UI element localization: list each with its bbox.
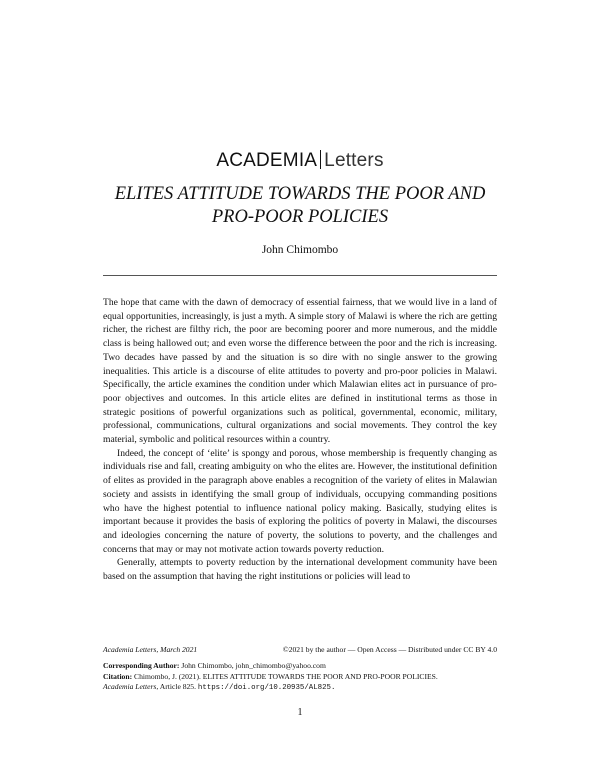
brand-logo: ACADEMIA <box>216 150 318 171</box>
title-divider <box>103 275 497 276</box>
article-body <box>103 296 497 584</box>
citation-line-2 <box>103 682 497 693</box>
brand-divider <box>320 150 321 169</box>
corresponding-author-line <box>103 661 497 671</box>
article-title <box>60 183 540 229</box>
citation-doi-link[interactable]: https://doi.org/10.20935/AL825. <box>197 684 336 693</box>
corresponding-author-value: John Chimombo, john_chimombo@yahoo.com <box>181 661 326 671</box>
article-author: John Chimombo <box>261 244 339 256</box>
body-paragraph: Indeed, the concept of ‘elite’ is spongy and porous, whose membership is frequently changing as individuals rise and fall, creating ambiguity on who the elites are. However, the institutional definition of elites as provided in the paragraph above enables a recognition of the variety of elites in Malawian society and assists in identifying the small group of individuals, occupying commanding positions who have the highest potential to influence national policy making. Basically, studying elites is important because it provides the basis of exploring the politics of poverty in Malawi, the discourses and ideologies concerning the nature of poverty, the solutions to poverty, and the challenges and concerns that may or may not motivate action towards poverty reduction. <box>103 447 497 555</box>
body-paragraph: Generally, attempts to poverty reduction by the international development community have been based on the assumption that having the right institutions or policies will lead to <box>103 557 497 583</box>
body-paragraph: The hope that came with the dawn of democracy of essential fairness, that we would live in a land of equal opportunities, increasingly, is just a myth. A simple story of Malawi is where the rich are getting richer, the richest are filthy rich, the poor are becoming poorer and more numerous, and the middle class is being hallowed out; and even worse the difference between the poor and the rich is increasing. Two decades have passed by and the situation is so dire with no single answer to the growing inequalities. This article is a discourse of elite attitudes to poverty and pro-poor policies in Malawi. Specifically, the article examines the condition under which Malawian elites act in pursuance of pro-poor objectives and outcomes. In this article elites are defined in institutional terms as those in strategic positions of powerful organizations such as political, governmental, economic, military, professional, communications, cultural organizations and social movements. They control the key material, symbolic and political resources within a country. <box>103 297 497 446</box>
citation-article: , Article 825. <box>156 682 197 692</box>
journal-date: Academia Letters, March 2021 <box>103 645 198 654</box>
footer-publication-line <box>103 645 497 655</box>
corresponding-author-label: Corresponding Author: <box>103 661 180 671</box>
citation-journal: Academia Letters <box>103 682 157 692</box>
page-number: 1 <box>297 707 303 718</box>
page-footer <box>103 645 497 694</box>
brand-section: Letters <box>324 150 384 171</box>
title-line-2: PRO-POOR POLICIES <box>211 207 389 227</box>
title-line-1: ELITES ATTITUDE TOWARDS THE POOR AND <box>114 184 486 204</box>
citation-label: Citation: <box>103 671 133 681</box>
citation-text: Chimombo, J. (2021). ELITES ATTITUDE TOWARDS THE POOR AND PRO-POOR POLICIES. <box>134 671 438 681</box>
journal-brand <box>0 150 600 172</box>
citation-line <box>103 672 497 682</box>
license-text: ©2021 by the author — Open Access — Distributed under CC BY 4.0 <box>282 645 497 654</box>
